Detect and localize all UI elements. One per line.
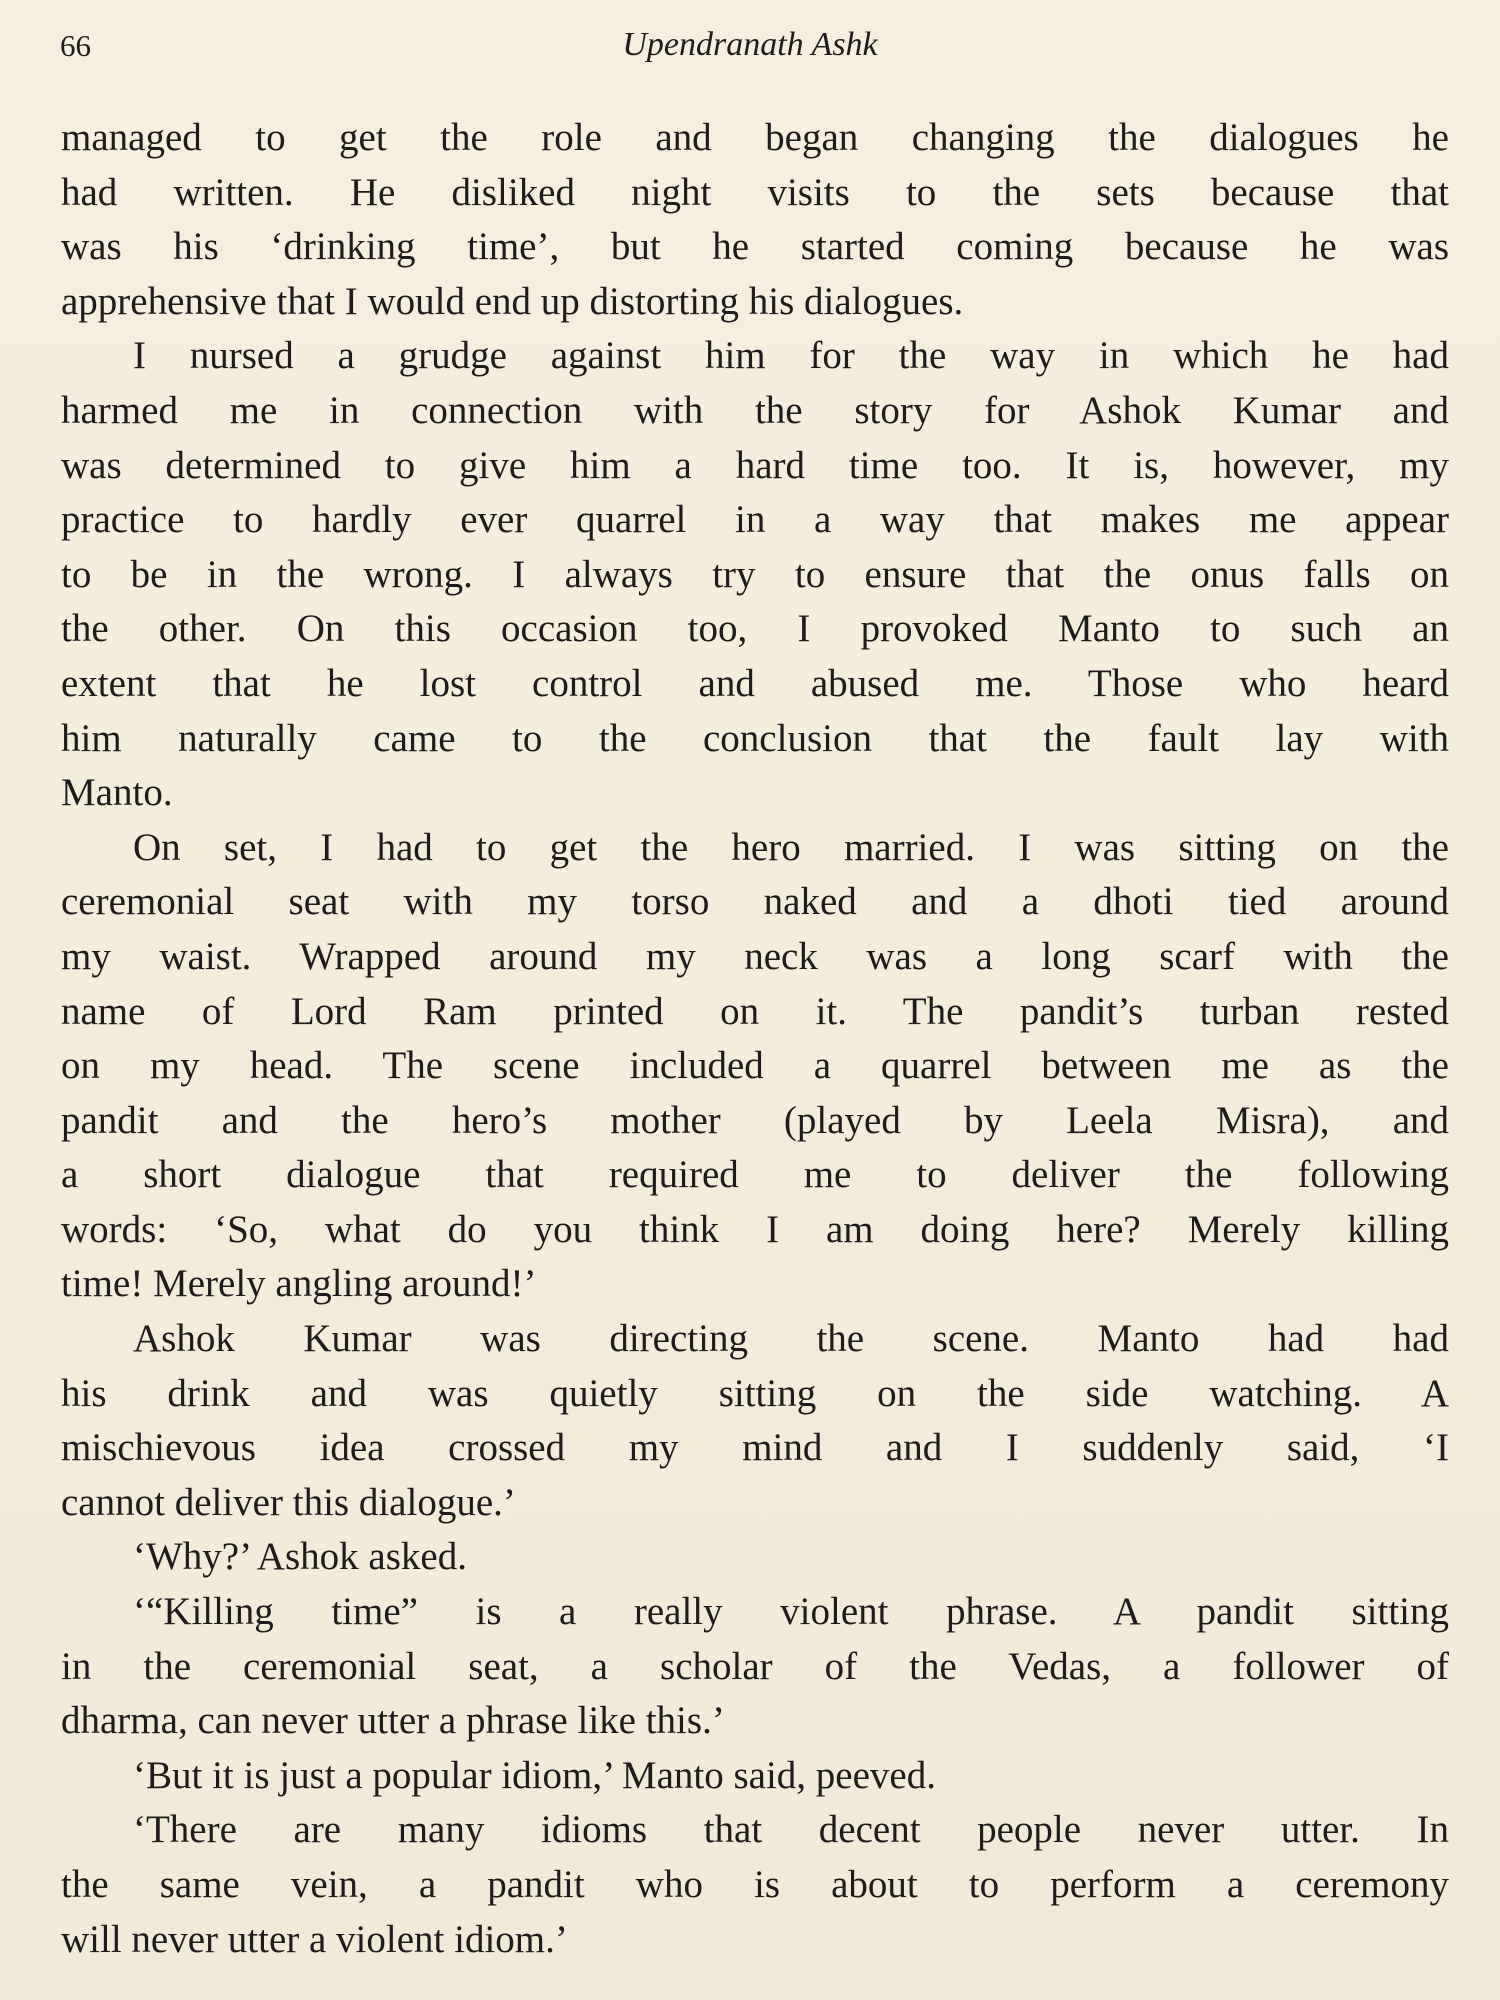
body-text [61,111,1449,1967]
text-line: mischievous idea crossed my mind and I suddenly said, ‘I [61,1426,1449,1470]
paragraph [61,1803,1449,1967]
text-line: time! Merely angling around!’ [61,1262,537,1306]
text-line: in the ceremonial seat, a scholar of the Vedas, a follower of [61,1644,1449,1688]
text-line: him naturally came to the conclusion that the fault lay with [61,716,1449,760]
text-line: extent that he lost control and abused me. Those who heard [61,661,1449,705]
text-line: on my head. The scene included a quarrel between me as the [61,1044,1449,1088]
text-line: was determined to give him a hard time too. It is, however, my [61,443,1449,487]
text-line: managed to get the role and began changing the dialogues he [61,116,1449,159]
text-line: had written. He disliked night visits to the sets because that [61,170,1449,214]
text-line: his drink and was quietly sitting on the side watching. A [61,1371,1449,1415]
text-line: pandit and the hero’s mother (played by Leela Misra), and [61,1098,1449,1142]
running-head [0,20,1500,70]
text-line: I nursed a grudge against him for the way in which he had [133,334,1449,378]
paragraph [61,1585,1449,1749]
paragraph [61,1749,1449,1804]
paragraph [61,329,1449,820]
paragraph [61,1530,1449,1585]
text-line: a short dialogue that required me to deliver the following [61,1153,1449,1197]
text-line: ceremonial seat with my torso naked and a dhoti tied around [61,880,1449,924]
text-line: ‘But it is just a popular idiom,’ Manto said, peeved. [133,1753,936,1797]
text-line: was his ‘drinking time’, but he started coming because he was [61,225,1449,269]
text-line: ‘There are many idioms that decent people never utter. In [133,1808,1449,1852]
text-line: dharma, can never utter a phrase like this.’ [61,1699,725,1743]
text-line: On set, I had to get the hero married. I was sitting on the [133,825,1449,869]
page-number: 66 [60,28,91,63]
running-title: Upendranath Ashk [622,26,878,63]
text-line: my waist. Wrapped around my neck was a long scarf with the [61,934,1449,978]
text-line: will never utter a violent idiom.’ [61,1917,568,1961]
paragraph [61,1312,1449,1530]
text-line: ‘Why?’ Ashok asked. [133,1535,467,1579]
text-line: cannot deliver this dialogue.’ [61,1480,516,1524]
text-line: name of Lord Ram printed on it. The pandit’s turban rested [61,989,1449,1033]
text-line: ‘“Killing time” is a really violent phrase. A pandit sitting [133,1590,1449,1634]
text-line: harmed me in connection with the story for Ashok Kumar and [61,388,1449,432]
text-line: Ashok Kumar was directing the scene. Manto had had [133,1317,1449,1361]
text-line: to be in the wrong. I always try to ensure that the onus falls on [61,552,1449,596]
text-line: words: ‘So, what do you think I am doing here? Merely killing [61,1207,1449,1251]
text-line: Manto. [61,771,173,815]
text-line: the other. On this occasion too, I provoked Manto to such an [61,607,1449,651]
text-line: apprehensive that I would end up distorting his dialogues. [61,279,964,323]
paragraph [61,821,1449,1312]
text-line: the same vein, a pandit who is about to perform a ceremony [61,1863,1449,1906]
paragraph [61,111,1449,329]
text-line: practice to hardly ever quarrel in a way that makes me appear [61,498,1449,542]
